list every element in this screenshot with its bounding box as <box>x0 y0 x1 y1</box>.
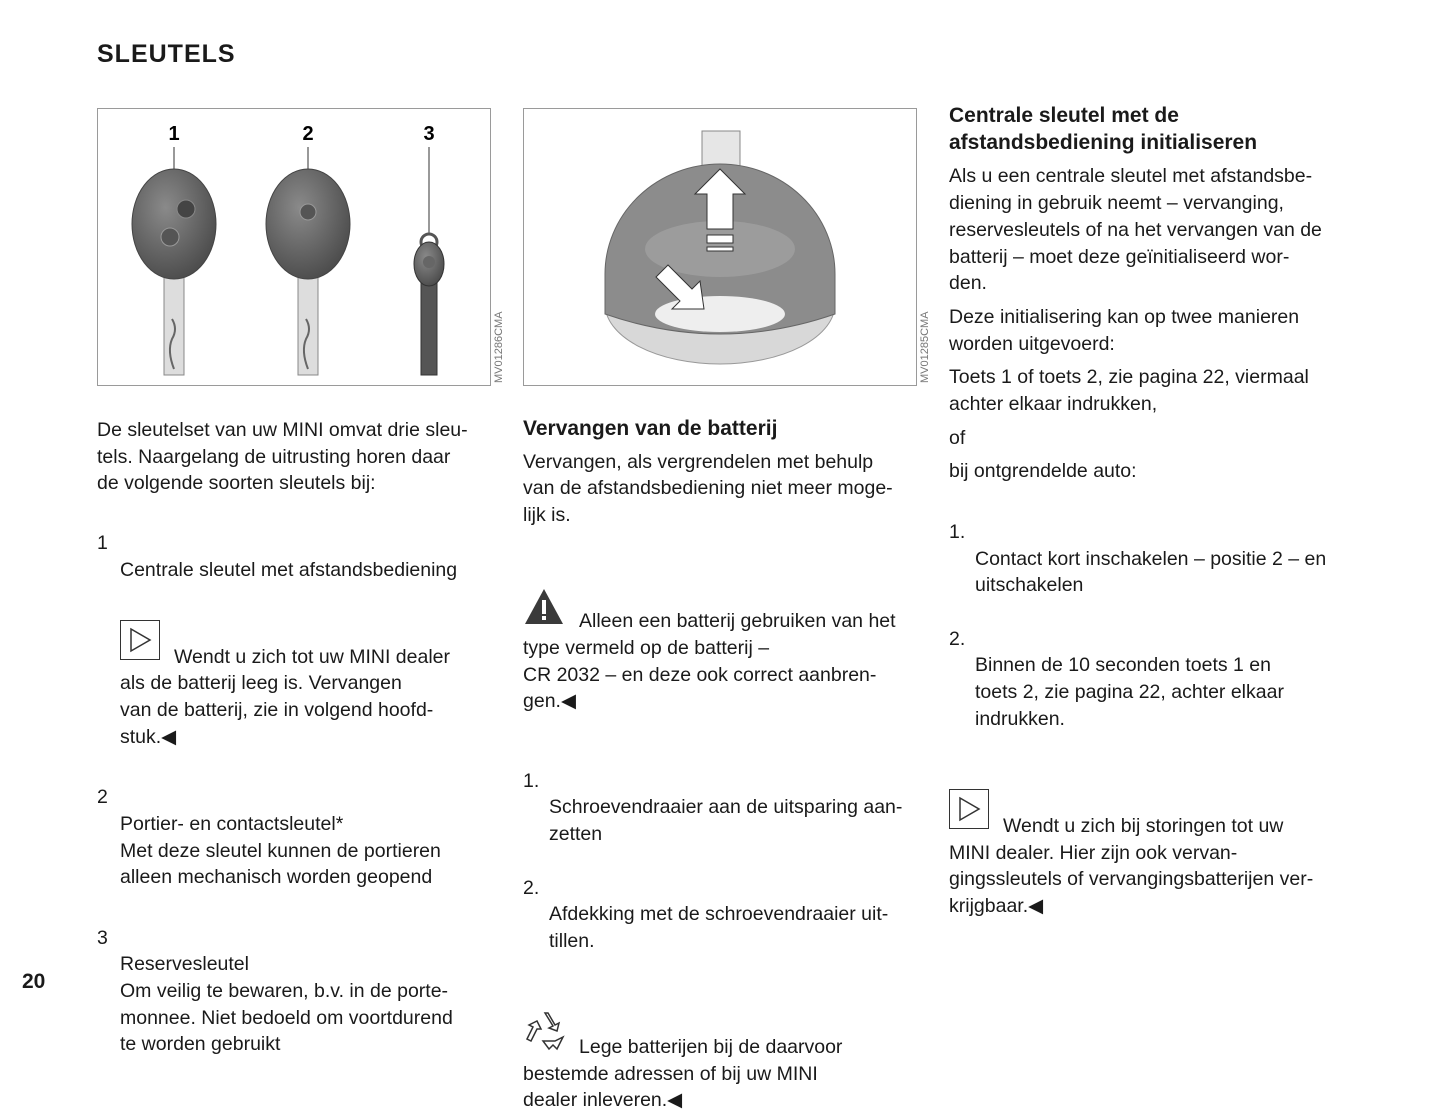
paragraph: of <box>949 426 966 449</box>
keys-figure <box>97 108 505 386</box>
step-number: 2. <box>949 627 966 650</box>
paragraph: Deze initialisering kan op twee manieren worden uitgevoerd: <box>949 305 1300 355</box>
note <box>97 590 507 750</box>
item-number: 2 <box>97 786 108 809</box>
intro-text: Vervangen, als vergrendelen met behulp van de afstandsbediening niet meer moge- lijk is. <box>523 450 893 527</box>
recycle-text: Lege batterijen bij de daarvoor bestemde adressen of bij uw MINI dealer inleveren.◀ <box>523 1036 843 1112</box>
step-item <box>523 741 938 848</box>
key-3 <box>414 147 444 375</box>
step-item <box>523 848 938 955</box>
warning-text: Alleen een batterij gebruiken van het type vermeld op de batterij – CR 2032 – en deze ook correct aanbren- gen.◀ <box>523 610 896 713</box>
step-number: 1. <box>949 520 966 543</box>
paragraph: Toets 1 of toets 2, zie pagina 22, viermaal achter elkaar indrukken, <box>949 366 1309 416</box>
column-2 <box>523 416 938 1114</box>
key-label-1: 1 <box>168 123 180 145</box>
key-1 <box>132 147 216 375</box>
step-text: Schroevendraaier aan de uitsparing aan- zetten <box>549 796 903 846</box>
warning-icon <box>523 586 565 626</box>
column-3 <box>949 103 1369 920</box>
step-item <box>949 492 1369 599</box>
item-text: Centrale sleutel met afstandsbediening <box>120 558 458 581</box>
list-item <box>97 503 507 583</box>
paragraph: bij ontgrendelde auto: <box>949 460 1137 483</box>
figure-code: MV01285CMA <box>919 311 931 383</box>
step-text: Afdekking met de schroevendraaier uit- tillen. <box>549 903 889 952</box>
recycle-icon <box>523 1009 567 1051</box>
item-number: 1 <box>97 531 108 554</box>
note-text: Wendt u zich tot uw MINI dealer als de batterij leeg is. Vervangen van de batterij, zie in volgend hoofd- stuk.◀ <box>120 645 451 748</box>
battery-figure <box>523 108 931 386</box>
key-2 <box>266 147 350 375</box>
step-number: 2. <box>523 876 540 899</box>
play-note-icon <box>120 620 160 660</box>
intro-text: De sleutelset van uw MINI omvat drie sleu- tels. Naargelang de uitrusting horen daar de volgende soorten sleutels bij: <box>97 419 468 495</box>
paragraph: Als u een centrale sleutel met afstandsbe- diening in gebruik neemt – vervanging, reservesleutels of na het vervangen van de batterij – moet deze geïnitialiseerd wor- den. <box>949 165 1322 295</box>
warning-note <box>523 555 938 715</box>
key-label-3: 3 <box>423 123 435 145</box>
section-heading: Vervangen van de batterij <box>523 417 778 440</box>
item-number: 3 <box>97 926 108 949</box>
list-item <box>97 757 507 891</box>
page-title: SLEUTELS <box>97 40 236 68</box>
recycle-note <box>523 981 938 1114</box>
list-item <box>97 898 507 1058</box>
section-heading: Centrale sleutel met de afstandsbediening initialiseren <box>949 104 1258 154</box>
step-text: Binnen de 10 seconden toets 1 en toets 2, zie pagina 22, achter elkaar indrukken. <box>975 654 1284 730</box>
item-text: Reservesleutel Om veilig te bewaren, b.v. in de porte- monnee. Niet bedoeld om voortdurend te worden gebruikt <box>120 953 453 1056</box>
step-item <box>949 599 1369 733</box>
keys-illustration <box>98 109 490 385</box>
item-text: Portier- en contactsleutel* Met deze sleutel kunnen de portieren alleen mechanisch worden geopend <box>120 812 441 889</box>
key-label-2: 2 <box>302 123 314 145</box>
battery-illustration <box>524 109 916 385</box>
step-text: Contact kort inschakelen – positie 2 – en uitschakelen <box>975 547 1327 597</box>
column-1 <box>97 417 507 1058</box>
note-text: Wendt u zich bij storingen tot uw MINI dealer. Hier zijn ook vervan- gingssleutels of vervangingsbatterijen ver- krijgbaar.◀ <box>949 814 1314 917</box>
note <box>949 759 1369 919</box>
play-note-icon <box>949 789 989 829</box>
figure-code: MV01286CMA <box>493 311 505 383</box>
step-number: 1. <box>523 769 540 792</box>
page-number: 20 <box>22 970 46 993</box>
